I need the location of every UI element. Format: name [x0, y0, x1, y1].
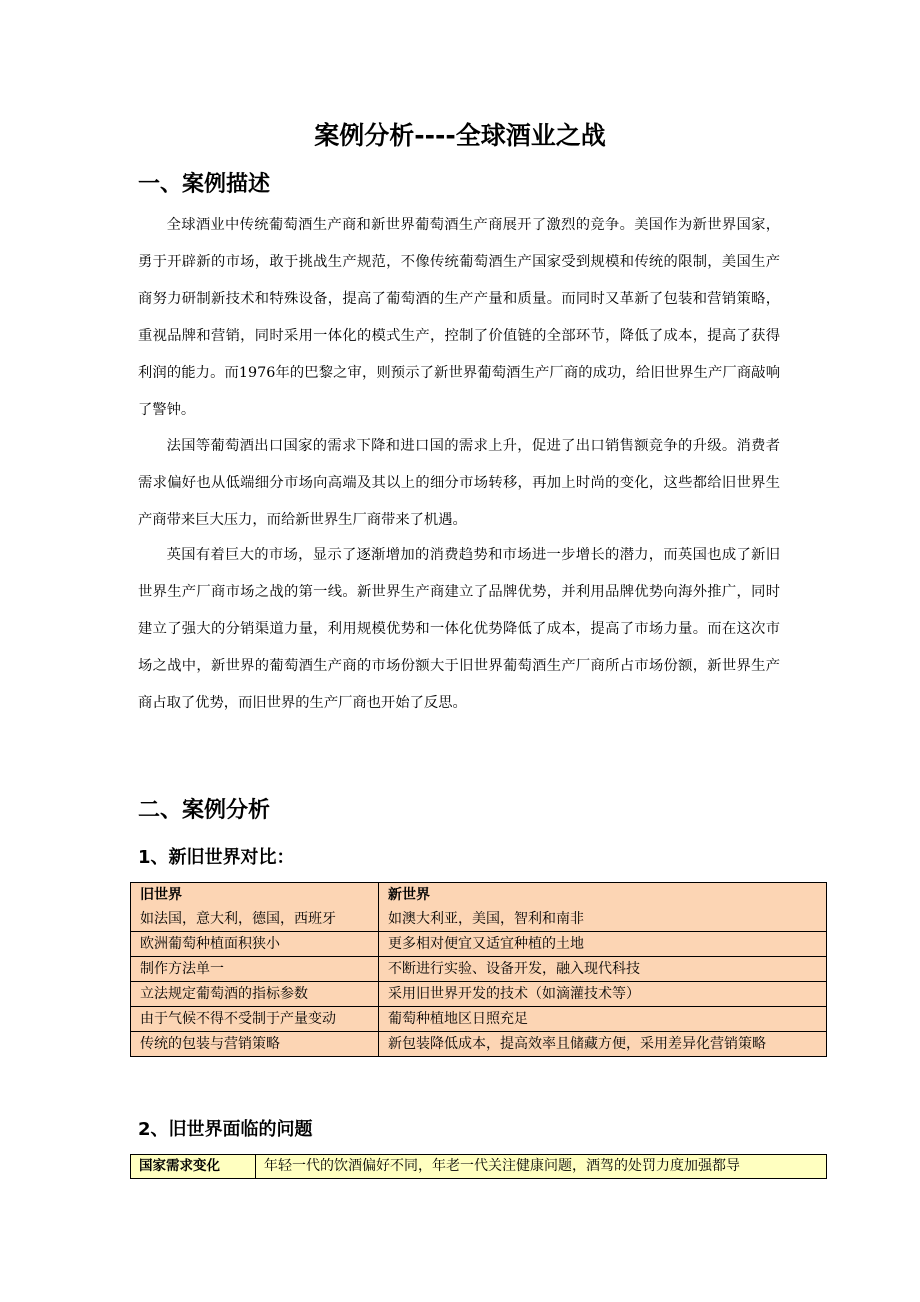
problem-value: 年轻一代的饮酒偏好不同，年老一代关注健康问题，酒驾的处罚力度加强都导: [256, 1155, 827, 1179]
table-row: [131, 932, 827, 957]
subheading-problems: 2、旧世界面临的问题: [138, 1119, 313, 1140]
document-title: 案例分析----全球酒业之战: [314, 121, 606, 150]
table-row: [131, 982, 827, 1007]
column-header-old-world: 旧世界: [140, 887, 182, 903]
cell-new: 不断进行实验、设备开发，融入现代科技: [379, 957, 827, 982]
cell-old: 由于气候不得不受制于产量变动: [131, 1007, 379, 1032]
column-header-new-world: 新世界: [388, 887, 430, 903]
cell-old: 欧洲葡萄种植面积狭小: [131, 932, 379, 957]
table-row: [131, 1155, 827, 1179]
problems-table: [130, 1154, 827, 1179]
table-row: [131, 957, 827, 982]
section-heading-analysis: 二、案例分析: [138, 798, 271, 823]
table-cell-new: [379, 883, 827, 932]
table-row: [131, 883, 827, 932]
paragraph-2: 法国等葡萄酒出口国家的需求下降和进口国的需求上升，促进了出口销售额竞争的升级。消费者需求偏好也从低端细分市场向高端及其以上的细分市场转移，再加上时尚的变化，这些都给旧世界生产商带来巨大压力，而给新世界生厂商带来了机遇。: [138, 438, 780, 528]
table-row: [131, 1032, 827, 1057]
cell-new: 更多相对便宜又适宜种植的土地: [379, 932, 827, 957]
comparison-table: [130, 882, 827, 1057]
cell-new: 如澳大利亚，美国，智利和南非: [388, 911, 584, 927]
cell-old: 传统的包装与营销策略: [131, 1032, 379, 1057]
cell-old: 立法规定葡萄酒的指标参数: [131, 982, 379, 1007]
cell-old: 如法国，意大利，德国，西班牙: [140, 911, 336, 927]
cell-new: 采用旧世界开发的技术（如滴灌技术等）: [379, 982, 827, 1007]
paragraph-1: 全球酒业中传统葡萄酒生产商和新世界葡萄酒生产商展开了激烈的竞争。美国作为新世界国家，勇于开辟新的市场，敢于挑战生产规范，不像传统葡萄酒生产国家受到规模和传统的限制，美国生产商努力研制新技术和特殊设备，提高了葡萄酒的生产产量和质量。而同时又革新了包装和营销策略，重视品牌和营销，同时采用一体化的模式生产，控制了价值链的全部环节，降低了成本，提高了获得利润的能力。而1976年的巴黎之审，则预示了新世界葡萄酒生产厂商的成功，给旧世界生产厂商敲响了警钟。: [138, 217, 780, 418]
cell-old: 制作方法单一: [131, 957, 379, 982]
table-row: [131, 1007, 827, 1032]
table-cell-old: [131, 883, 379, 932]
subheading-comparison: 1、新旧世界对比：: [138, 847, 295, 868]
cell-new: 葡萄种植地区日照充足: [379, 1007, 827, 1032]
section-heading-description: 一、案例描述: [138, 172, 271, 197]
paragraph-3: 英国有着巨大的市场，显示了逐渐增加的消费趋势和市场进一步增长的潜力，而英国也成了新旧世界生产厂商市场之战的第一线。新世界生产商建立了品牌优势，并利用品牌优势向海外推广，同时建立了强大的分销渠道力量，利用规模优势和一体化优势降低了成本，提高了市场力量。而在这次市场之战中，新世界的葡萄酒生产商的市场份额大于旧世界葡萄酒生产厂商所占市场份额，新世界生产商占取了优势，而旧世界的生产厂商也开始了反思。: [138, 547, 780, 711]
problem-key: 国家需求变化: [131, 1155, 256, 1179]
cell-new: 新包装降低成本，提高效率且储藏方便，采用差异化营销策略: [379, 1032, 827, 1057]
